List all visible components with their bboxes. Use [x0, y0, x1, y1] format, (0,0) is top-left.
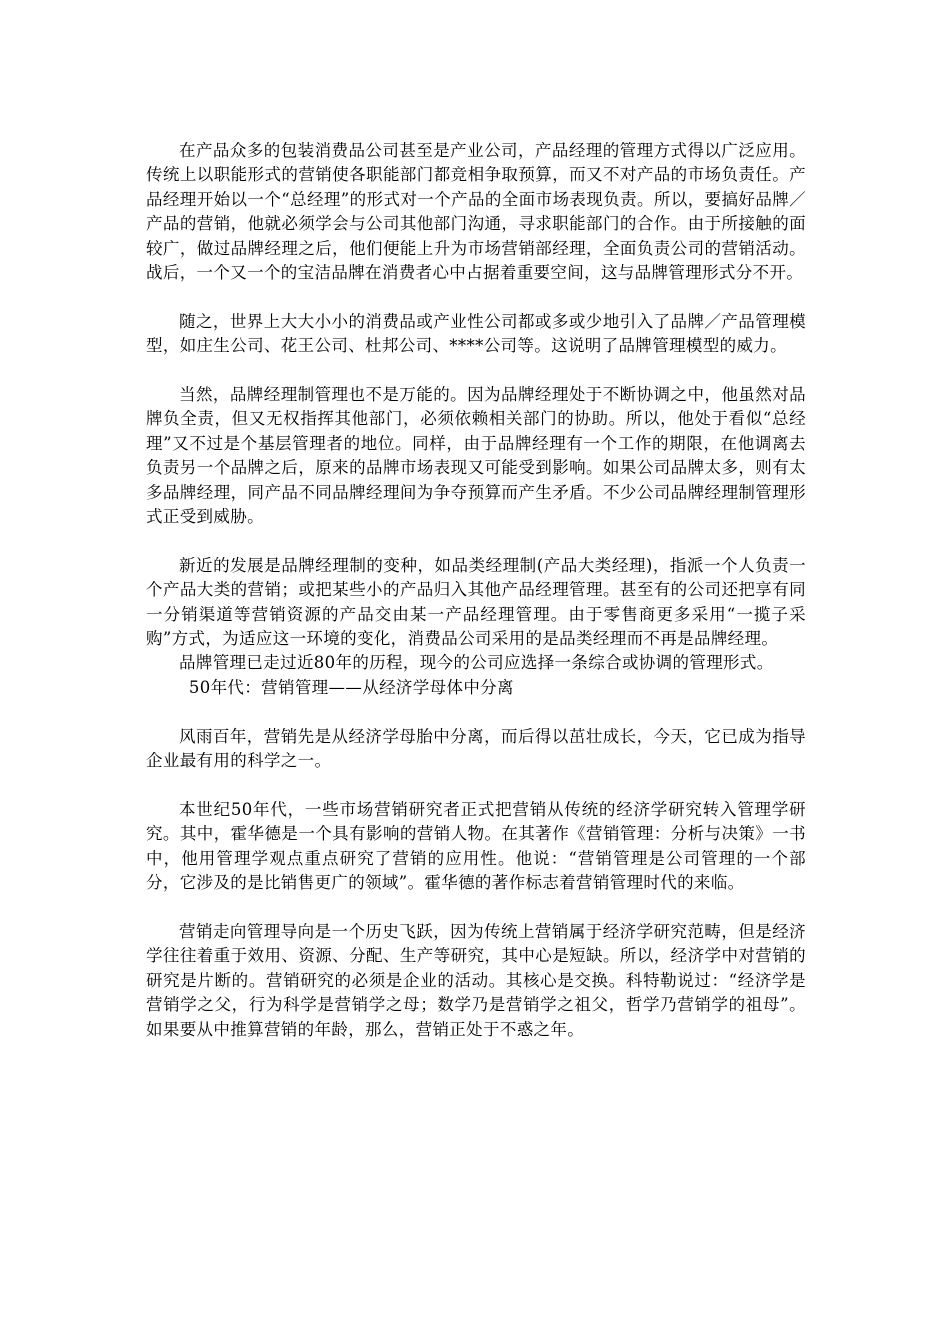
- paragraph-management-orientation: 营销走向管理导向是一个历史飞跃，因为传统上营销属于经济学研究范畴，但是经济学往往着重于效用、资源、分配、生产等研究，其中心是短缺。所以，经济学中对营销的研究是片断的。营销研究的必须是企业的活动。其核心是交换。科特勒说过：“经济学是营销学之父，行为科学是营销学之母；数学乃是营销学之祖父，哲学乃营销学的祖母”。如果要从中推算营销的年龄，那么，营销正处于不惑之年。: [146, 921, 806, 1039]
- paragraph-category-manager: 新近的发展是品牌经理制的变种，如品类经理制(产品大类经理)，指派一个人负责一个产品大类的营销；或把某些小的产品归入其他产品经理管理。甚至有的公司还把享有同一分销渠道等营销资源的产品交由某一产品经理管理。由于零售商更多采用“一揽子采购”方式，为适应这一环境的变化，消费品公司采用的是品类经理而不再是品牌经理。: [146, 555, 806, 649]
- paragraph-brand-model-adoption: 随之，世界上大大小小的消费品或产业性公司都或多或少地引入了品牌／产品管理模型，如庄生公司、花王公司、杜邦公司、****公司等。这说明了品牌管理模型的威力。: [146, 311, 806, 356]
- paragraph-brand-history: 品牌管理已走过近80年的历程，现今的公司应选择一条综合或协调的管理形式。: [179, 653, 774, 673]
- section-heading-1950s: 50年代：营销管理——从经济学母体中分离: [188, 677, 514, 697]
- document-body: [146, 139, 806, 1042]
- paragraph-howard-marketing-management: 本世纪50年代，一些市场营销研究者正式把营销从传统的经济学研究转入管理学研究。其中，霍华德是一个具有影响的营销人物。在其著作《营销管理：分析与决策》一书中，他用管理学观点重点研究了营销的应用性。他说：“营销管理是公司管理的一个部分，它涉及的是比销售更广的领域”。霍华德的著作标志着营销管理时代的来临。: [146, 799, 806, 893]
- paragraph-marketing-century: 风雨百年，营销先是从经济学母胎中分离，而后得以茁壮成长，今天，它已成为指导企业最有用的科学之一。: [146, 726, 806, 771]
- paragraph-brand-manager-limits: 当然，品牌经理制管理也不是万能的。因为品牌经理处于不断协调之中，他虽然对品牌负全责，但又无权指挥其他部门，必须依赖相关部门的协助。所以，他处于看似“总经理”又不过是个基层管理者的地位。同样，由于品牌经理有一个工作的期限，在他调离去负责另一个品牌之后，原来的品牌市场表现又可能受到影响。如果公司品牌太多，则有太多品牌经理，同产品不同品牌经理间为争夺预算而产生矛盾。不少公司品牌经理制管理形式正受到威胁。: [146, 385, 806, 527]
- paragraph-brand-manager-origin: 在产品众多的包装消费品公司甚至是产业公司，产品经理的管理方式得以广泛应用。传统上以职能形式的营销使各职能部门都竞相争取预算，而又不对产品的市场负责任。产品经理开始以一个“总经理”的形式对一个产品的全面市场表现负责。所以，要搞好品牌／产品的营销，他就必须学会与公司其他部门沟通，寻求职能部门的合作。由于所接触的面较广，做过品牌经理之后，他们便能上升为市场营销部经理，全面负责公司的营销活动。战后，一个又一个的宝洁品牌在消费者心中占据着重要空间，这与品牌管理形式分不开。: [146, 141, 806, 283]
